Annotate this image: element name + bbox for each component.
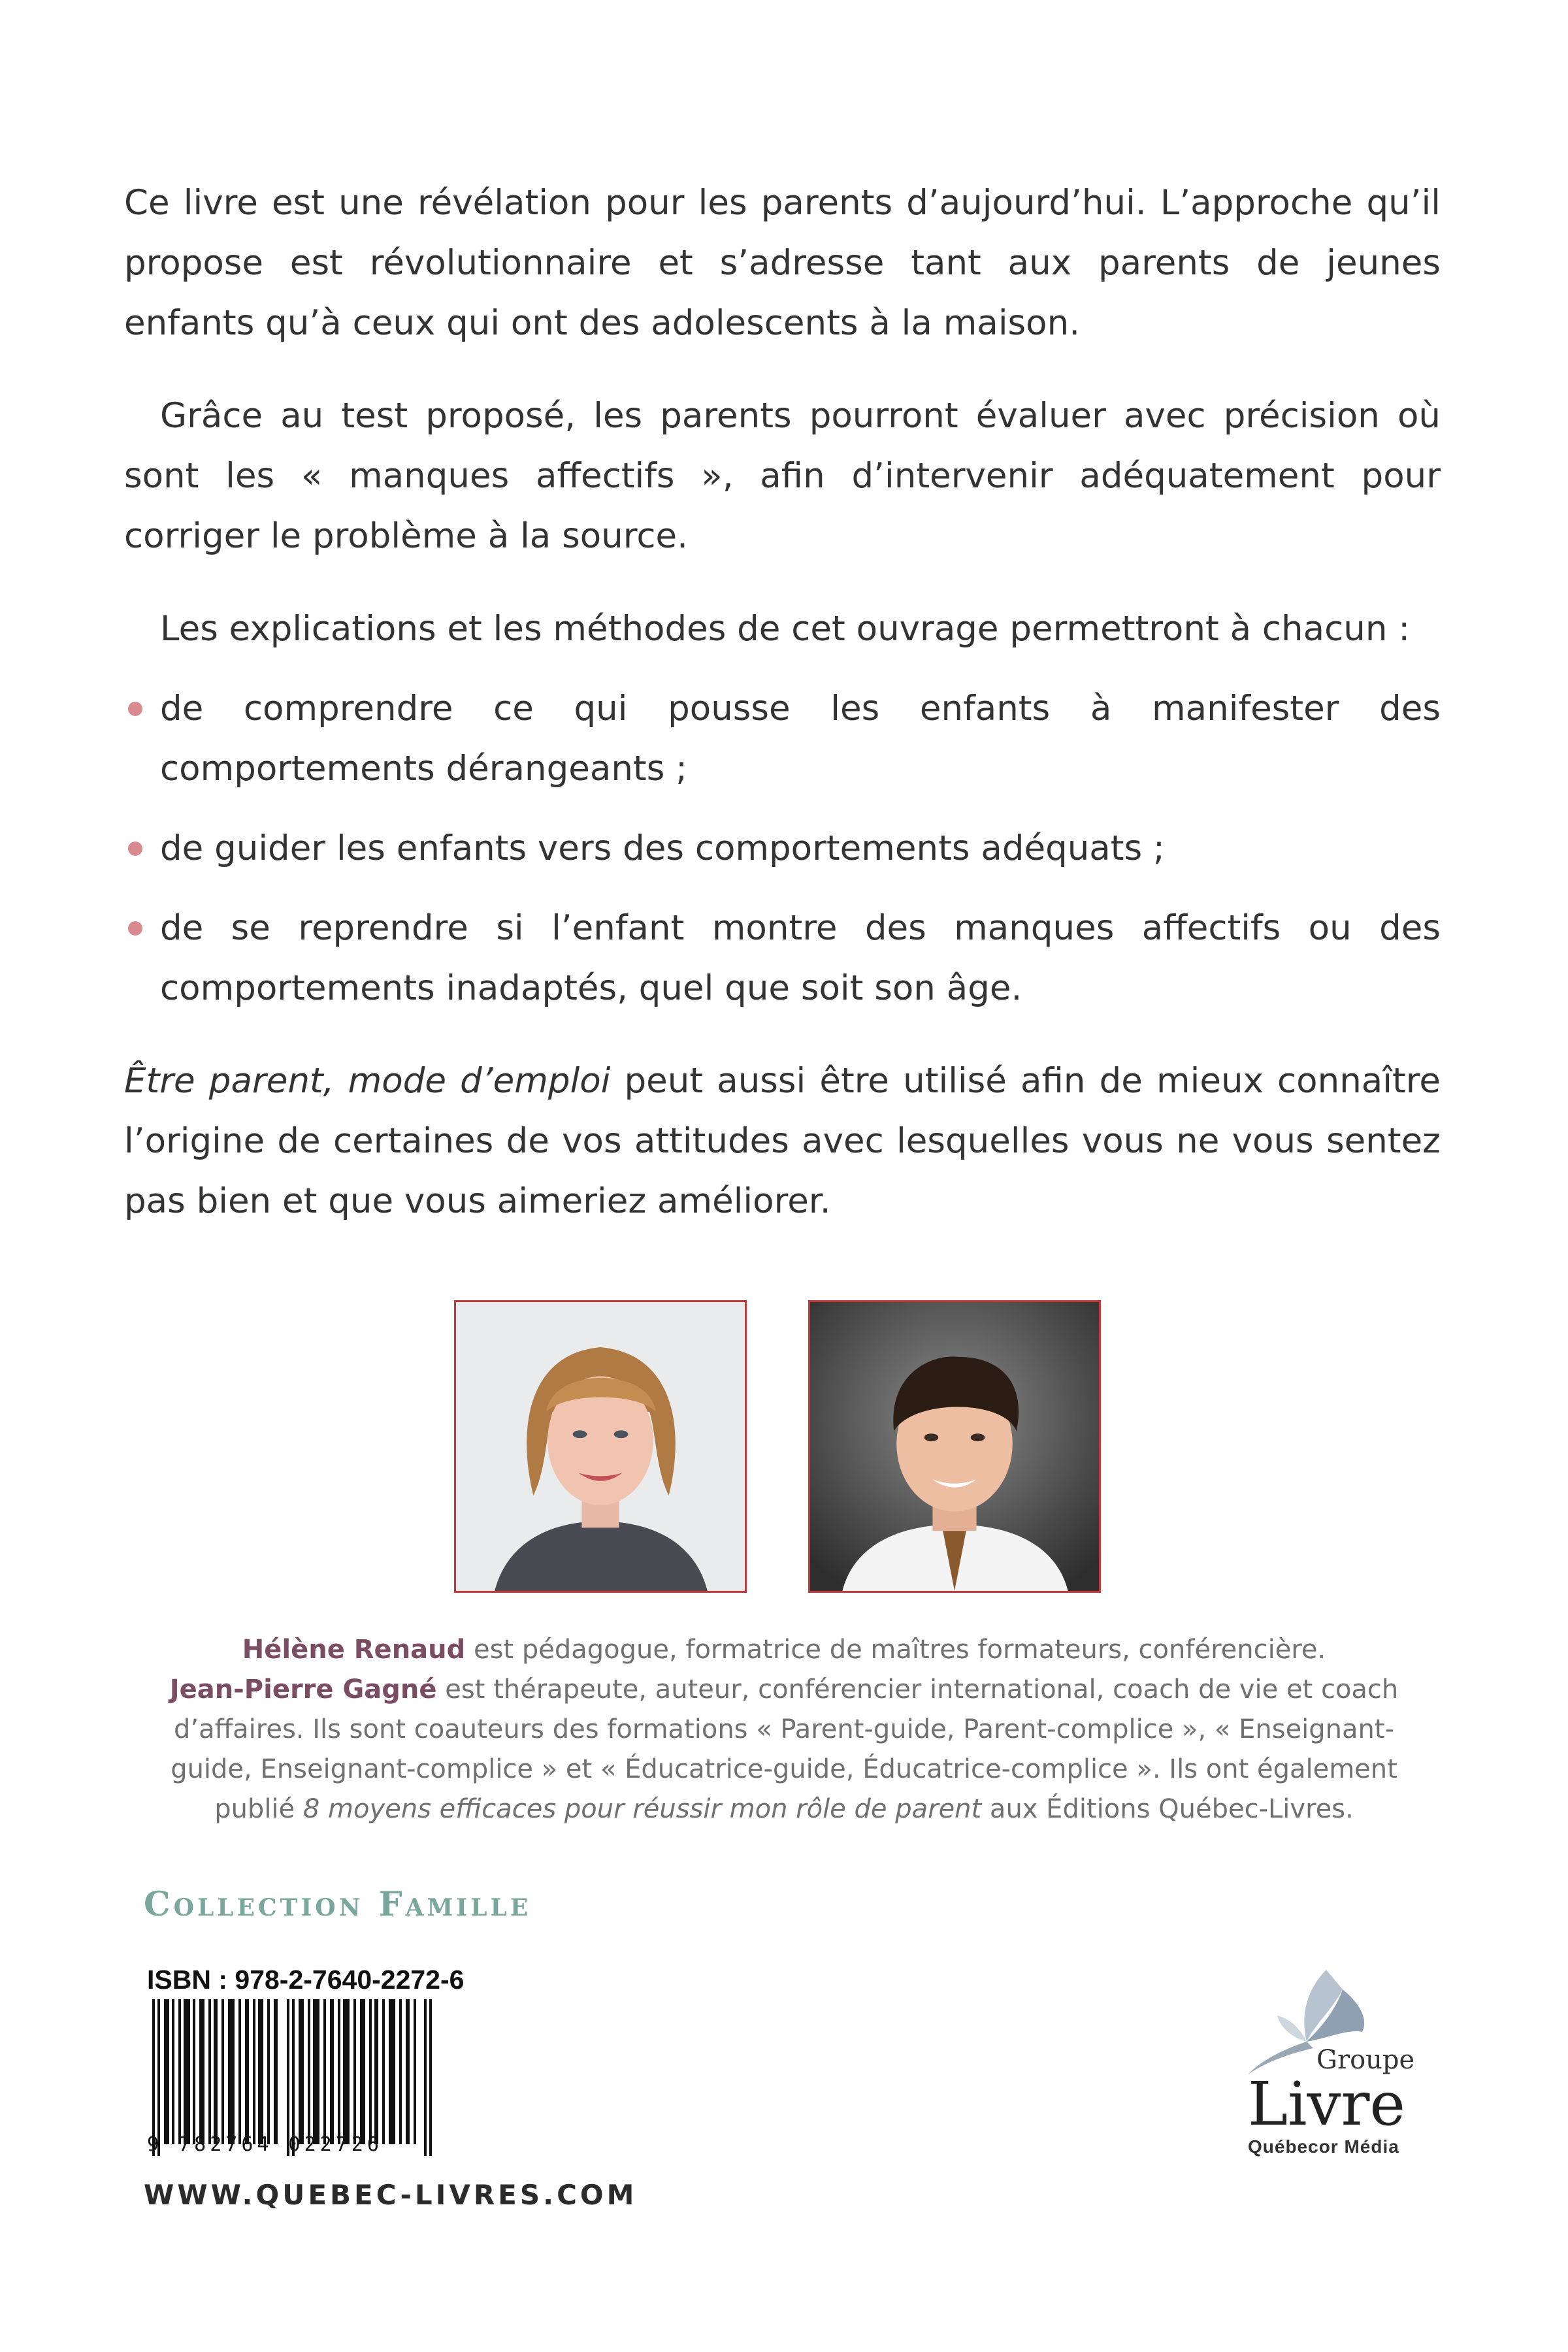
publisher-logo [1202, 1963, 1437, 2172]
logo-subtitle: Québecor Média [1248, 2136, 1399, 2157]
list-item-text: de guider les enfants vers des comportements adéquats ; [160, 828, 1165, 868]
website-url: WWW.QUEBEC-LIVRES.COM [144, 2179, 638, 2211]
collection-title: Collection Famille [144, 1885, 532, 1924]
bullet-dot-icon [128, 921, 142, 936]
author-name-2: Jean-Pierre Gagné [169, 1674, 437, 1705]
woman-portrait-icon [456, 1302, 745, 1591]
list-item-text: de comprendre ce qui pousse les enfants à manifester des comportements dérangeants ; [160, 689, 1441, 789]
author-photo-jean-pierre [808, 1300, 1101, 1593]
author-photo-helene [454, 1300, 747, 1593]
list-item [124, 819, 1441, 879]
bio-line-1 [137, 1630, 1431, 1670]
intro-paragraph-2: Grâce au test proposé, les parents pourront évaluer avec précision où sont les « manques affectifs », afin d’intervenir adéquatement pour corriger le problème à la source. [124, 396, 1441, 556]
list-item-text: de se reprendre si l’enfant montre des manques affectifs ou des comportements inadaptés, quel que soit son âge. [160, 908, 1441, 1008]
bullet-dot-icon [128, 702, 142, 716]
closing-paragraph [124, 1051, 1441, 1232]
other-book-title: 8 moyens efficaces pour réussir mon rôle de parent [302, 1794, 982, 1824]
authors-bio [137, 1630, 1431, 1829]
benefits-list [124, 679, 1441, 1019]
list-item [124, 898, 1441, 1019]
barcode-digits: 9 782764 022726 [147, 2133, 383, 2156]
barcode-icon [147, 1999, 438, 2156]
book-title: Être parent, mode d’emploi [124, 1061, 611, 1101]
bio-ending: aux Éditions Québec-Livres. [981, 1794, 1354, 1824]
bullet-dot-icon [128, 841, 142, 856]
author-description-1: est pédagogue, formatrice de maîtres formateurs, conférencière. [465, 1635, 1326, 1665]
author-name-1: Hélène Renaud [242, 1635, 466, 1665]
bio-line-2 [137, 1670, 1431, 1829]
man-portrait-icon [810, 1302, 1099, 1591]
isbn-label: ISBN : 978-2-7640-2272-6 [147, 1965, 465, 1995]
back-cover-text [124, 173, 1441, 1264]
author-description-2: est thérapeute, auteur, conférencier international, coach de vie et coach d’affaires. Ils sont coauteurs des formations « Parent-guide, Parent-complice », « Enseignant-guide, Enseignant-complice » et « Éducatrice-guide, Éducatrice-complice ». Ils ont également publié [171, 1674, 1399, 1824]
logo-livre-text: Livre [1248, 2069, 1405, 2139]
intro-paragraph-3: Les explications et les méthodes de cet ouvrage permettront à chacun : [160, 609, 1411, 649]
list-item [124, 679, 1441, 799]
closing-text: peut aussi être utilisé afin de mieux connaître l’origine de certaines de vos attitudes avec lesquelles vous ne vous sentez pas bien et que vous aimeriez améliorer. [124, 1061, 1441, 1221]
intro-paragraph-1: Ce livre est une révélation pour les parents d’aujourd’hui. L’approche qu’il propose est révolutionnaire et s’adresse tant aux parents de jeunes enfants qu’à ceux qui ont des adolescents à la maison. [124, 183, 1441, 343]
logo-groupe-text: Groupe [1316, 2045, 1415, 2075]
